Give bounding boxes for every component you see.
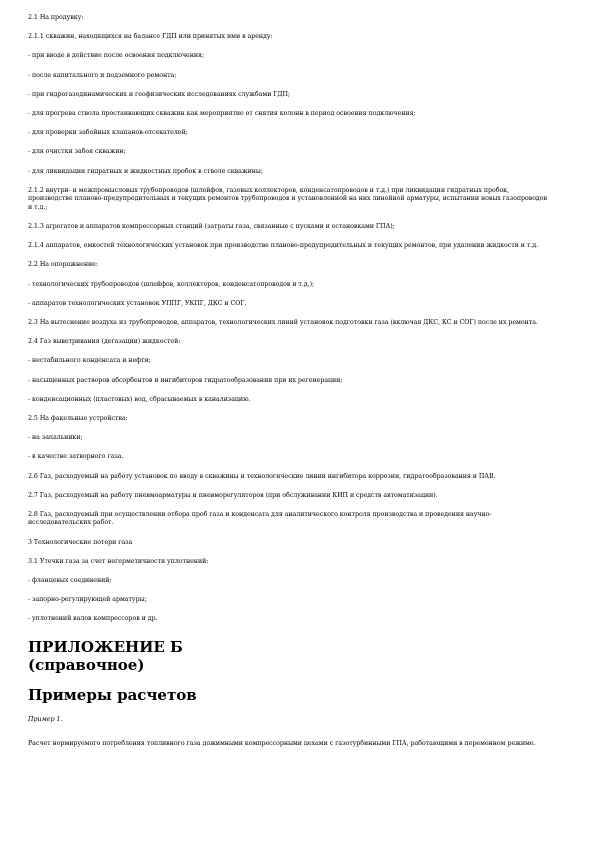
paragraph: - конденсационных (пластовых) вод, сбрасываемых в канализацию. — [28, 395, 251, 403]
paragraph: - насыщенных растворов абсорбентов и ингибиторов гидратообразования при их регенерации; — [28, 376, 343, 384]
paragraph: - для очистки забоя скважин; — [28, 148, 126, 156]
paragraph: 3.1 Утечки газа за счет негерметичности уплотнений: — [28, 557, 209, 565]
paragraph: 2.3 На вытеснение воздуха из трубопроводов, аппаратов, технологических линий установок подготовки газа (включая ДКС, КС и СОГ) после их ремонта. — [28, 319, 538, 326]
paragraph: 2.6 Газ, расходуемый на работу установок по вводу в скважины и технологические линии ингибитора коррозии, гидратообразования и ПАВ. — [28, 472, 496, 480]
paragraph: - при вводе в действие после освоения подключения; — [28, 52, 205, 60]
appendix-title-line1: ПРИЛОЖЕНИЕ Б — [28, 638, 183, 656]
paragraph: 2.4 Газ выветривания (дегазации) жидкостей: — [28, 338, 181, 346]
body-text — [28, 14, 548, 624]
paragraph: - уплотнений валов компрессоров и др. — [28, 615, 158, 623]
paragraph: - для прогрева ствола простаивающих скважин как мероприятие от снятия колонн в период освоения подключения; — [28, 109, 416, 117]
paragraph: 2.1.4 аппаратов, емкостей технологических установок при производстве планово-предупредительных и текущих ремонтов, при удалении жидкости и т.д. — [28, 242, 539, 250]
paragraph: - для ликвидации гидратных и жидкостных пробок в стволе скважины; — [28, 167, 263, 175]
paragraph: - после капитального и подземного ремонта; — [28, 71, 177, 79]
document-page — [28, 14, 548, 759]
paragraph: - на запальники; — [28, 434, 83, 442]
paragraph: 2.1.2 внутри- и межпромысловых трубопроводов (шлейфов, газовых коллекторов, конденсатопроводов и т.д.) при ликвидации гидратных пробок, производстве планово-предупредительных и текущих ремонтов трубопроводов и установленной на них линейной арматуры, испытании новых газопроводов и т.д.; — [28, 186, 547, 211]
appendix-title-line2: (справочное) — [28, 656, 145, 674]
paragraph: - технологических трубопроводов (шлейфов, коллекторов, конденсатопроводов и т.д.); — [28, 280, 315, 288]
paragraph: - нестабильного конденсата и нефти; — [28, 357, 151, 365]
paragraph: 2.7 Газ, расходуемый на работу пневмоарматуры и пневморегуляторов (при обслуживании КИП и средств автоматизации). — [28, 491, 438, 499]
paragraph: - аппаратов технологических установок УППГ, УКПГ, ДКС и СОГ. — [28, 299, 247, 307]
paragraph: 2.8 Газ, расходуемый при осуществлении отбора проб газа и конденсата для аналитического контроля производства и проведения научно-исследовательских работ. — [28, 510, 492, 527]
appendix-title — [28, 638, 548, 674]
paragraph: - фланцевых соединений; — [28, 577, 112, 585]
paragraph: - для проверки забойных клапанов-отсекателей; — [28, 129, 188, 137]
paragraph: 2.1.3 агрегатов и аппаратов компрессорных станций (затраты газа, связанные с пусками и остановками ГПА); — [28, 223, 395, 231]
paragraph: 2.2 На опорожнение: — [28, 261, 98, 269]
paragraph: - в качестве затворного газа. — [28, 453, 124, 461]
paragraph: 2.5 На факельные устройства: — [28, 414, 128, 422]
example-text: Расчет нормируемого потребления топливного газа дожимными компрессорными цехами с газотурбинными ГПА, работающими в переменном режиме. — [28, 739, 536, 747]
example-label: Пример 1. — [28, 716, 63, 723]
paragraph: - при гидрогазодинамических и геофизических исследованиях службами ГДП; — [28, 90, 291, 98]
paragraph: 2.1 На продувку: — [28, 14, 84, 21]
section-title: Примеры расчетов — [28, 686, 197, 704]
paragraph: 2.1.1 скважин, находящихся на балансе ГДП или принятых ими в аренду: — [28, 33, 273, 41]
paragraph: 3 Технологические потери газа — [28, 538, 133, 546]
paragraph: - запорно-регулирующей арматуры; — [28, 596, 147, 604]
